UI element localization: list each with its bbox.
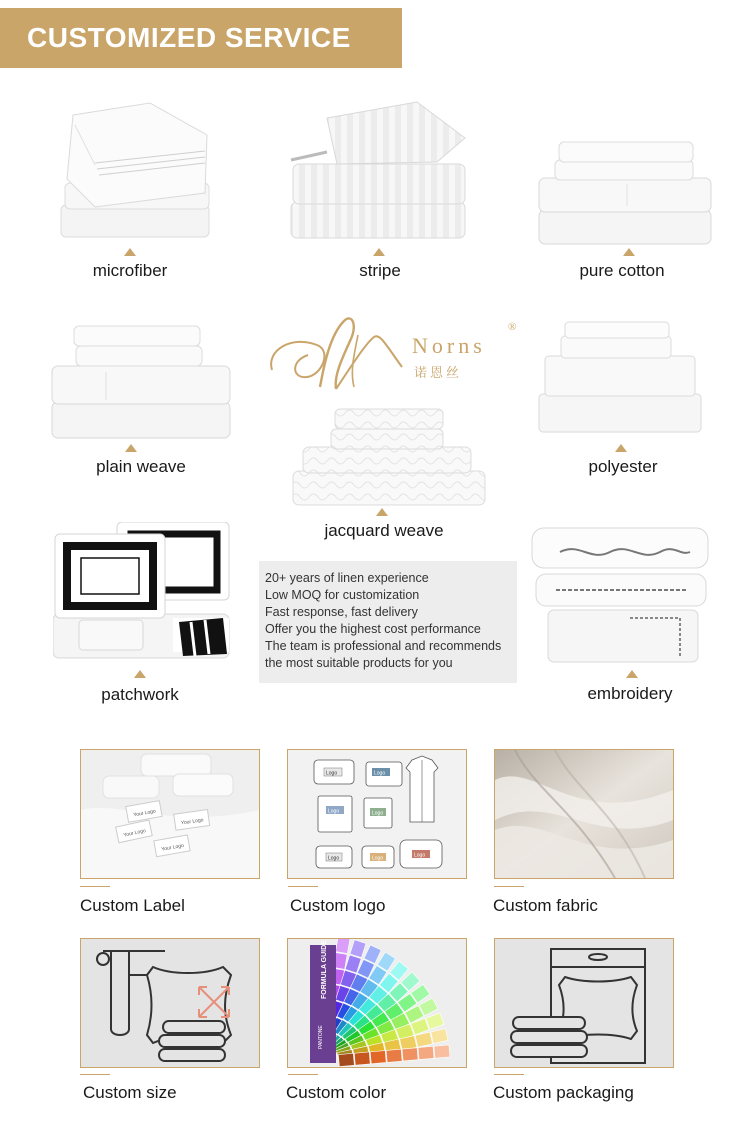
guide-title: FORMULA GUIDE — [321, 940, 328, 999]
gold-underline — [288, 1074, 318, 1075]
service-tile-custom-fabric — [494, 749, 674, 879]
brand-monogram-icon — [262, 315, 412, 395]
service-label-custom-logo: Custom logo — [290, 896, 386, 915]
brand-chinese-name: 诺恩丝 — [414, 366, 463, 381]
info-line: Fast response, fast delivery — [265, 605, 418, 619]
product-label-patchwork: patchwork — [101, 685, 179, 704]
label-tag-text: Your Logo — [122, 827, 147, 839]
product-label-embroidery: embroidery — [587, 684, 673, 703]
gold-triangle-icon — [376, 508, 388, 516]
service-tile-custom-color — [287, 938, 467, 1068]
service-label-custom-size: Custom size — [83, 1083, 177, 1102]
info-line: The team is professional and recommends — [265, 639, 502, 653]
logo-tag-text: Logo — [326, 770, 338, 777]
service-label-custom-fabric: Custom fabric — [493, 896, 598, 915]
registered-mark: ® — [508, 321, 517, 333]
product-label-pure-cotton: pure cotton — [579, 261, 665, 280]
product-image-patchwork — [53, 522, 233, 660]
product-label-plain-weave: plain weave — [96, 457, 186, 476]
gold-underline — [494, 1074, 524, 1075]
gold-underline — [494, 886, 524, 887]
product-label-microfiber: microfiber — [92, 261, 168, 280]
label-tag-text: Your Logo — [132, 808, 157, 819]
logo-tag-text: Logo — [372, 810, 384, 817]
product-image-jacquard-weave — [291, 407, 487, 507]
gold-underline — [80, 1074, 110, 1075]
gold-triangle-icon — [626, 670, 638, 678]
guide-brand: PANTONE — [318, 1025, 324, 1049]
product-image-plain-weave — [50, 324, 232, 440]
gold-triangle-icon — [615, 444, 627, 452]
product-label-stripe: stripe — [359, 261, 401, 280]
product-image-stripe — [287, 98, 472, 243]
info-line: the most suitable products for you — [265, 656, 453, 670]
product-image-microfiber — [55, 95, 215, 243]
service-label-custom-label: Custom Label — [80, 896, 185, 915]
gold-triangle-icon — [134, 670, 146, 678]
gold-triangle-icon — [124, 248, 136, 256]
logo-tag-text: Logo — [328, 855, 340, 862]
service-label-custom-color: Custom color — [286, 1083, 387, 1102]
color-fan-guide-icon — [288, 939, 466, 1067]
towel-pillow-size-icon — [81, 939, 259, 1067]
label-tag-text: Your Logo — [160, 842, 185, 853]
gold-underline — [288, 886, 318, 887]
product-image-pure-cotton — [537, 140, 715, 246]
service-tile-custom-logo — [287, 749, 467, 879]
brand-logo — [262, 315, 522, 395]
gold-triangle-icon — [373, 248, 385, 256]
service-tile-custom-label — [80, 749, 260, 879]
label-tag-text: Your Logo — [180, 817, 204, 827]
service-label-custom-packaging: Custom packaging — [493, 1083, 634, 1102]
gold-triangle-icon — [125, 444, 137, 452]
package-bag-icon — [495, 939, 673, 1067]
info-line: 20+ years of linen experience — [265, 571, 429, 585]
gold-triangle-icon — [623, 248, 635, 256]
header-banner — [0, 8, 402, 68]
product-image-embroidery — [530, 522, 714, 664]
logo-tag-text: Logo — [328, 808, 340, 815]
product-label-jacquard-weave: jacquard weave — [324, 521, 444, 540]
service-tile-custom-size — [80, 938, 260, 1068]
info-line: Low MOQ for customization — [265, 588, 420, 602]
brand-name: Norns — [412, 333, 486, 358]
info-box — [259, 561, 517, 683]
logo-tag-text: Logo — [372, 855, 384, 862]
gold-underline — [80, 886, 110, 887]
service-tile-custom-packaging — [494, 938, 674, 1068]
page-title: CUSTOMIZED SERVICE — [27, 22, 351, 53]
logo-tag-text: Logo — [414, 852, 426, 859]
logo-tag-text: Logo — [374, 770, 386, 777]
product-label-polyester: polyester — [588, 457, 658, 476]
product-image-polyester — [537, 320, 703, 434]
info-line: Offer you the highest cost performance — [265, 622, 481, 636]
